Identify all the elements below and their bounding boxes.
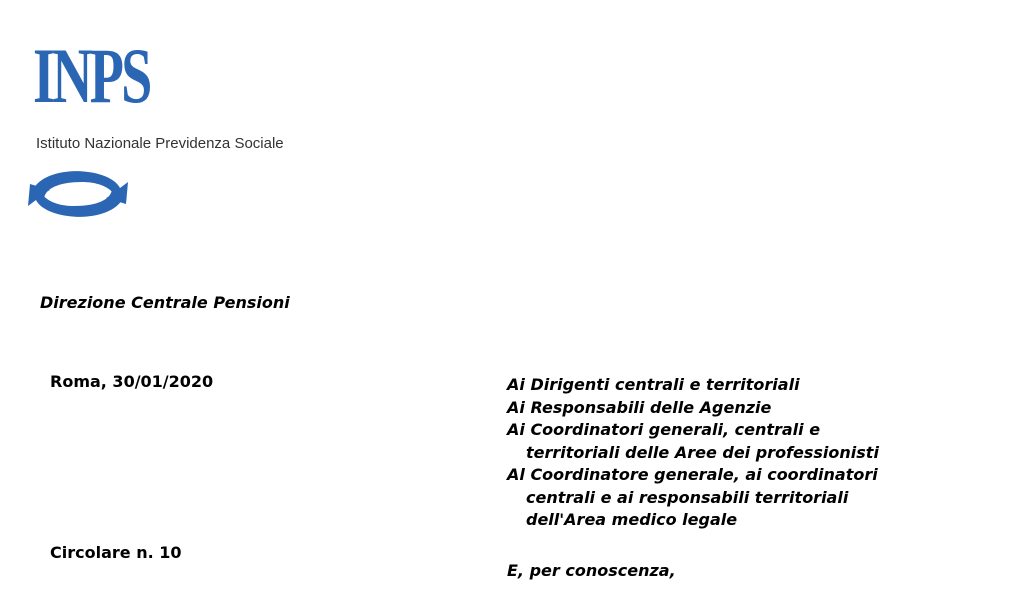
logo-subtitle: Istituto Nazionale Previdenza Sociale bbox=[36, 135, 284, 152]
recipient-line: Ai Responsabili delle Agenzie bbox=[507, 397, 772, 417]
per-conoscenza-label: E, per conoscenza, bbox=[507, 561, 676, 580]
recipient-line: dell'Area medico legale bbox=[526, 510, 738, 529]
recipient-line: Ai Coordinatori generali, centrali e bbox=[507, 420, 821, 439]
department-name: Direzione Centrale Pensioni bbox=[40, 293, 290, 312]
recipient-line: centrali e ai responsabili territoriali bbox=[526, 487, 849, 507]
inps-logo-text: INPS bbox=[33, 32, 150, 119]
circular-arrows-icon bbox=[22, 160, 134, 226]
recipient-line: Al Coordinatore generale, ai coordinatori bbox=[507, 465, 878, 484]
circular-number: Circolare n. 10 bbox=[50, 543, 182, 562]
place-date: Roma, 30/01/2020 bbox=[50, 372, 214, 391]
recipient-line: territoriali delle Aree dei professionisti bbox=[526, 442, 879, 462]
recipient-line: Ai Dirigenti centrali e territoriali bbox=[507, 375, 800, 394]
recipients-list bbox=[507, 374, 1007, 532]
